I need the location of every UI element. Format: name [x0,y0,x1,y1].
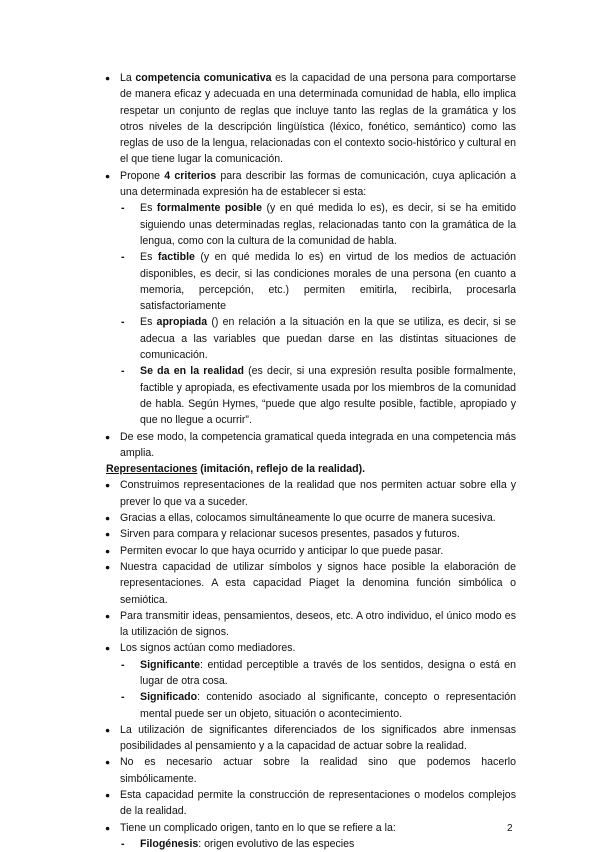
sub-item [106,363,516,428]
bold-term: Se da en la realidad [140,365,244,378]
bullet-item [106,754,516,787]
text-run: () en relación a la situación en la que se utiliza, es decir, si se adecua a las variables que puedan darse en las distintas situaciones de comunicación. [140,316,516,362]
text-run: : contenido asociado al significante, concepto o representación mental puede ser un objeto, situación o acontecimiento. [140,691,516,720]
text-run: Permiten evocar lo que haya ocurrido y anticipar lo que puede pasar. [120,544,444,557]
bullet-item [106,543,516,559]
bold-term: Filogénesis [140,837,199,850]
text-run: Es [140,251,158,264]
sub-item [106,689,516,722]
text-run: Gracias a ellas, colocamos simultáneamente lo que ocurre de manera sucesiva. [120,512,496,525]
text-run: (imitación, reflejo de la realidad). [197,463,366,476]
bold-term: formalmente posible [156,202,263,215]
text-run: No es necesario actuar sobre la realidad sino que podemos hacerlo simbólicamente. [120,756,516,785]
underlined-heading: Representaciones [106,463,198,476]
text-run: es la capacidad de una persona para comportarse de manera eficaz y adecuada en una determinada comunidad de habla, ello implica respetar un conjunto de reglas que incluye tanto las reglas de la gramática y los otros niveles de la descripción lingüística (léxico, fonético, semántico) como las reglas de uso de la lengua, relacionadas con el contexto socio-histórico y cultural en el que tiene lugar la comunicación. [120,72,516,166]
bullet-item [106,820,516,836]
text-run: Construimos representaciones de la realidad que nos permiten actuar sobre ella y prever lo que va a suceder. [120,479,516,508]
bullet-item [106,477,516,510]
bullet-item [106,608,516,641]
text-run: (y en qué medida lo es), es decir, si se ha emitido siguiendo unas determinadas reglas, relacionadas tanto con la gramática de la lengua, como con la cultura de la comunidad de habla. [140,202,517,247]
text-run: (y en qué medida lo es) en virtud de los medios de actuación disponibles, es decir, si las condiciones morales de una persona (en cuanto a memoria, percepción, etc.) permiten emitirla, recibirla, procesarla satisfactoriamente [140,251,516,313]
text-run: La utilización de significantes diferenciados de los significados abre inmensas posibilidades al pensamiento y a la capacidad de actuar sobre la realidad. [120,723,516,753]
bold-term: competencia comunicativa [135,72,272,84]
text-run: Para transmitir ideas, pensamientos, deseos, etc. A otro individuo, el único modo es la utilización de signos. [120,609,516,639]
text-run: De ese modo, la competencia gramatical queda integrada en una competencia más amplia. [120,430,516,459]
text-run: Los signos actúan como mediadores. [120,642,296,655]
text-run: para describir las formas de comunicación, cuya aplicación a una determinada expresión ha de establecer si esta: [120,169,516,199]
sub-item [106,249,516,314]
text-run: Propone [120,169,165,182]
bullet-item [106,510,516,526]
text-run: Es [140,316,157,329]
bullet-item [106,526,516,542]
text-run: Tiene un complicado origen, tanto en lo que se refiere a la: [120,821,396,834]
bold-term: 4 criterios [164,169,217,182]
bold-term: apropiada [156,316,208,329]
bullet-item [106,787,516,820]
bullet-item [106,640,516,656]
bold-term: Significante [140,658,201,671]
text-run: Sirven para compara y relacionar sucesos presentes, pasados y futuros. [120,528,460,541]
text-run: : origen evolutivo de las especies [198,837,355,850]
sub-item [106,657,516,690]
bullet-item [106,722,516,755]
text-run: (es decir, si una expresión resulta posible formalmente, factible y apropiada, es efectivamente usada por los miembros de la comunidad de habla. Según Hymes, “puede que algo resulte posible, factible, apropiado y que no llegue a ocurrir”. [140,365,516,427]
text-run: Nuestra capacidad de utilizar símbolos y signos hace posible la elaboración de representaciones. A esta capacidad Piaget la denomina función simbólica o semiótica. [120,560,516,606]
section-heading [106,461,516,477]
bullet-item [106,559,516,608]
bullet-item [106,70,516,168]
text-run: Esta capacidad permite la construcción de representaciones o modelos complejos de la realidad. [120,789,516,818]
text-run: La [120,72,136,84]
bold-term: factible [157,251,195,264]
page-number: 2 [507,823,513,834]
bullet-item [106,168,516,201]
bullet-item [106,429,516,462]
bold-term: Significado [140,691,198,704]
text-run: : entidad perceptible a través de los sentidos, designa o está en lugar de otra cosa. [140,658,516,687]
text-run: Es [140,202,157,215]
sub-item [106,836,516,852]
document-body [106,70,516,852]
sub-item [106,314,516,363]
sub-item [106,200,516,249]
